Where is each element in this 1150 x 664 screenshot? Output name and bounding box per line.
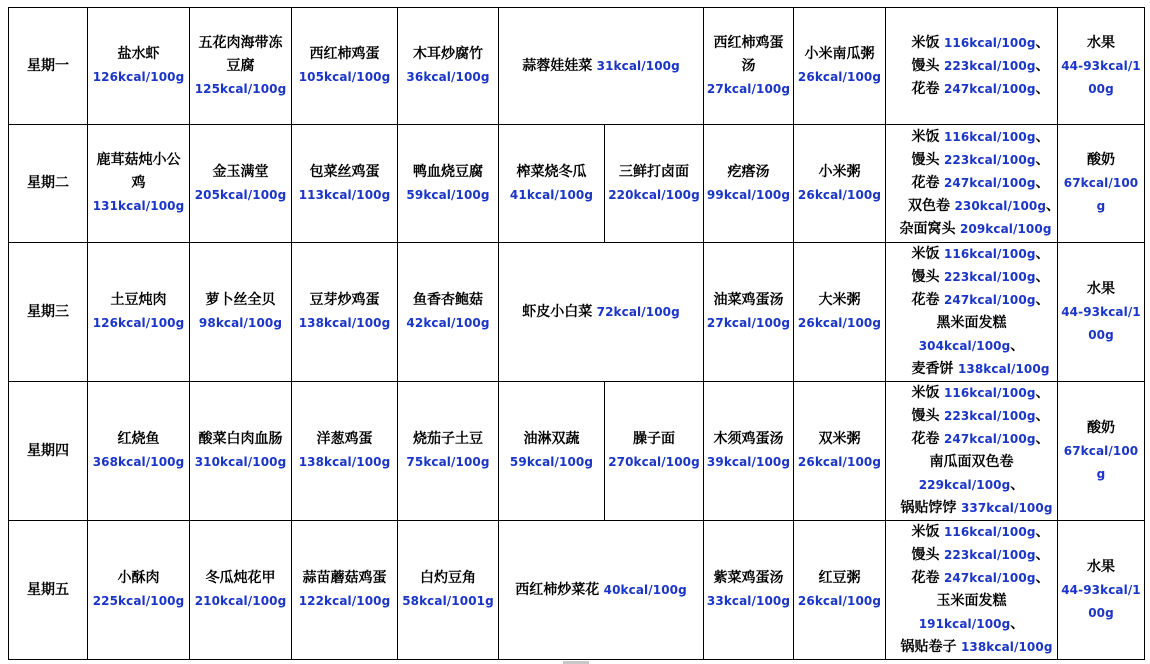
- extra-cell: [1058, 8, 1145, 125]
- dish-kcal: 125kcal/100g: [194, 81, 287, 96]
- staple-name: 花卷: [911, 175, 940, 191]
- dish-kcal: 33kcal/100g: [706, 594, 791, 608]
- extra-kcal: 44-93kcal/100g: [1061, 304, 1141, 342]
- dish-kcal: 99kcal/100g: [706, 187, 791, 202]
- staple-name: 馒头: [911, 269, 940, 285]
- dish-kcal: 270kcal/100g: [608, 455, 700, 469]
- dish-kcal: 368kcal/100g: [92, 455, 185, 469]
- dish-kcal: 98kcal/100g: [198, 316, 283, 330]
- staple-line: [904, 126, 1057, 149]
- dish-name: 蒜苗蘑菇鸡蛋: [302, 570, 387, 586]
- dish-kcal: 27kcal/100g: [706, 81, 791, 96]
- dish-name: 酸菜白肉血肠: [198, 431, 283, 447]
- dish-name: 木耳炒腐竹: [413, 46, 483, 62]
- staple-line: [904, 428, 1057, 451]
- dish-cell: [292, 521, 398, 660]
- staple-cell: [886, 243, 1058, 382]
- dish-cell: [88, 8, 190, 125]
- dish-cell-wide: [499, 521, 704, 660]
- staple-line: [904, 521, 1057, 544]
- dish-name: 冬瓜炖花甲: [205, 570, 276, 586]
- dish-name: 鸭血烧豆腐: [413, 163, 483, 180]
- menu-row-wednesday: [9, 243, 1145, 382]
- porridge-cell: [794, 521, 886, 660]
- staple-name: 花卷: [911, 570, 940, 586]
- staple-line: [904, 32, 1057, 55]
- dish-name: 油菜鸡蛋汤: [713, 292, 784, 308]
- staple-name: 米饭: [911, 246, 940, 262]
- dish-cell: [190, 125, 292, 243]
- dish-kcal: 138kcal/100g: [298, 455, 391, 469]
- staple-name: 锅贴卷子: [900, 639, 957, 655]
- dish-name: 西红柿鸡蛋: [309, 46, 380, 62]
- extra-cell: [1058, 125, 1145, 243]
- dish-name: 土豆炖肉: [110, 292, 167, 308]
- staple-name: 杂面窝头: [899, 221, 956, 237]
- separator: 、: [1035, 547, 1050, 563]
- dish-cell-wide: [499, 8, 704, 125]
- porridge-cell: [794, 243, 886, 382]
- weekly-menu-table: [8, 7, 1145, 660]
- staple-line: [886, 312, 1057, 335]
- menu-row-thursday: [9, 382, 1145, 521]
- dish-kcal: 205kcal/100g: [194, 187, 287, 202]
- staple-name: 馒头: [911, 57, 940, 74]
- dish-name: 双米粥: [818, 431, 861, 447]
- dish-name: 洋葱鸡蛋: [316, 431, 373, 447]
- staple-kcal: 223kcal/100g: [943, 548, 1036, 562]
- extra-kcal: 44-93kcal/100g: [1061, 582, 1141, 620]
- soup-cell: [704, 382, 794, 521]
- separator: 、: [1035, 570, 1050, 586]
- separator: 、: [1035, 34, 1050, 51]
- dish-cell: [398, 8, 499, 125]
- staple-line: [904, 266, 1057, 289]
- dish-kcal: 113kcal/100g: [298, 187, 391, 202]
- staple-line: [904, 55, 1057, 78]
- dish-kcal: 31kcal/100g: [596, 58, 680, 73]
- dish-cell: [499, 125, 605, 243]
- soup-cell: [704, 8, 794, 125]
- dish-name: 白灼豆角: [420, 570, 476, 586]
- separator: 、: [1010, 338, 1025, 354]
- dish-kcal: 126kcal/100g: [92, 316, 185, 330]
- soup-cell: [704, 125, 794, 243]
- separator: 、: [1035, 246, 1050, 262]
- separator: 、: [1035, 431, 1050, 447]
- dish-cell: [292, 8, 398, 125]
- dish-name: 盐水虾: [117, 46, 160, 62]
- staple-name: 馒头: [911, 408, 940, 424]
- dish-kcal: 41kcal/100g: [509, 187, 594, 202]
- staple-kcal: 247kcal/100g: [943, 571, 1036, 585]
- porridge-cell: [794, 382, 886, 521]
- extra-kcal: 44-93kcal/100g: [1061, 58, 1141, 96]
- extra-name: 水果: [1087, 558, 1115, 575]
- dish-kcal: 220kcal/100g: [608, 187, 700, 202]
- staple-kcal: 223kcal/100g: [943, 409, 1036, 423]
- staple-line: [886, 590, 1057, 613]
- dish-name: 虾皮小白菜: [522, 303, 593, 320]
- dish-kcal: 59kcal/100g: [509, 455, 594, 469]
- dish-name: 木须鸡蛋汤: [713, 431, 784, 447]
- separator: 、: [1035, 175, 1050, 191]
- dish-kcal: 310kcal/100g: [194, 455, 287, 469]
- staple-kcal: 209kcal/100g: [959, 222, 1052, 236]
- staple-kcal: 116kcal/100g: [943, 130, 1036, 144]
- dish-cell: [398, 243, 499, 382]
- dish-name: 金玉满堂: [212, 163, 269, 180]
- staple-kcal: 247kcal/100g: [943, 432, 1036, 446]
- day-label: 星期二: [9, 125, 88, 243]
- dish-name: 红烧鱼: [117, 431, 160, 447]
- dish-cell: [292, 125, 398, 243]
- staple-cell: [886, 521, 1058, 660]
- dish-name: 大米粥: [818, 292, 861, 308]
- staple-line: [904, 544, 1057, 567]
- staple-name: 南瓜面双色卷: [929, 454, 1014, 470]
- staple-name: 花卷: [911, 292, 940, 308]
- dish-kcal: 39kcal/100g: [706, 455, 791, 469]
- staple-line: [904, 172, 1057, 195]
- staple-kcal: 247kcal/100g: [943, 176, 1036, 190]
- staple-name: 米饭: [911, 129, 940, 145]
- dish-cell-wide: [499, 243, 704, 382]
- staple-line: [904, 382, 1057, 405]
- dish-name: 西红柿鸡蛋汤: [713, 34, 784, 74]
- staple-kcal: 229kcal/100g: [918, 478, 1011, 492]
- dish-kcal: 27kcal/100g: [706, 316, 791, 330]
- separator: 、: [1010, 616, 1025, 632]
- dish-kcal: 26kcal/100g: [797, 187, 882, 202]
- dish-cell: [190, 382, 292, 521]
- staple-name: 玉米面发糕: [936, 593, 1007, 609]
- staple-kcal: 304kcal/100g: [918, 339, 1011, 353]
- staple-cell: [886, 382, 1058, 521]
- separator: 、: [1035, 524, 1050, 540]
- staple-name: 米饭: [911, 34, 940, 51]
- staple-line: [886, 497, 1057, 520]
- day-label: 星期五: [9, 521, 88, 660]
- staple-kcal: 138kcal/100g: [960, 640, 1053, 654]
- staple-line: [904, 78, 1057, 101]
- dish-cell: [398, 521, 499, 660]
- staple-line: [886, 358, 1057, 381]
- staple-kcal: 230kcal/100g: [954, 199, 1047, 213]
- staple-kcal: 138kcal/100g: [957, 362, 1050, 376]
- dish-name: 小米南瓜粥: [804, 46, 875, 62]
- extra-cell: [1058, 521, 1145, 660]
- staple-name: 锅贴饽饽: [900, 500, 957, 516]
- staple-kcal: 116kcal/100g: [943, 386, 1036, 400]
- dish-kcal: 42kcal/100g: [406, 316, 490, 330]
- staple-kcal: 247kcal/100g: [943, 293, 1036, 307]
- separator: 、: [1035, 129, 1050, 145]
- dish-name: 小米粥: [818, 163, 861, 180]
- dish-kcal: 131kcal/100g: [92, 199, 185, 213]
- staple-name: 黑米面发糕: [936, 315, 1007, 331]
- separator: 、: [1035, 408, 1050, 424]
- dish-kcal: 59kcal/100g: [406, 187, 490, 202]
- dish-name: 包菜丝鸡蛋: [309, 163, 380, 180]
- dish-kcal: 210kcal/100g: [194, 594, 287, 608]
- staple-cell: [886, 8, 1058, 125]
- dish-name: 三鲜打卤面: [619, 163, 689, 180]
- staple-name: 麦香饼: [911, 361, 954, 377]
- extra-kcal: 67kcal/100g: [1063, 176, 1139, 213]
- dish-cell: [88, 125, 190, 243]
- porridge-cell: [794, 125, 886, 243]
- menu-row-tuesday: [9, 125, 1145, 243]
- day-label: 星期四: [9, 382, 88, 521]
- staple-name: 馒头: [911, 547, 940, 563]
- dish-name: 鱼香杏鲍菇: [413, 292, 483, 308]
- menu-row-friday: [9, 521, 1145, 660]
- staple-name: 花卷: [911, 431, 940, 447]
- staple-kcal: 337kcal/100g: [960, 501, 1053, 515]
- staple-line: [904, 405, 1057, 428]
- staple-line: [886, 474, 1057, 497]
- dish-cell: [398, 125, 499, 243]
- staple-line: [904, 289, 1057, 312]
- extra-cell: [1058, 243, 1145, 382]
- staple-line: [886, 636, 1057, 659]
- staple-kcal: 191kcal/100g: [918, 617, 1011, 631]
- dish-kcal: 225kcal/100g: [92, 594, 185, 608]
- staple-line: [886, 451, 1057, 474]
- dish-name: 五花肉海带冻豆腐: [198, 34, 283, 74]
- dish-kcal: 122kcal/100g: [298, 594, 391, 608]
- dish-name: 油淋双蔬: [523, 431, 580, 447]
- extra-name: 酸奶: [1087, 419, 1115, 436]
- dish-kcal: 26kcal/100g: [797, 455, 882, 469]
- staple-line: [886, 218, 1057, 241]
- extra-kcal: 67kcal/100g: [1063, 443, 1139, 481]
- staple-kcal: 223kcal/100g: [943, 58, 1036, 73]
- staple-line: [886, 613, 1057, 636]
- staple-cell: [886, 125, 1061, 243]
- dish-kcal: 26kcal/100g: [797, 316, 882, 330]
- soup-cell: [704, 243, 794, 382]
- dish-cell: [88, 243, 190, 382]
- dish-cell: [292, 243, 398, 382]
- dish-name: 西红柿炒菜花: [515, 581, 600, 598]
- dish-name: 蒜蓉娃娃菜: [522, 57, 593, 74]
- dish-kcal: 105kcal/100g: [298, 70, 391, 84]
- dish-name: 小酥肉: [117, 570, 160, 586]
- separator: 、: [1035, 292, 1050, 308]
- day-label: 星期三: [9, 243, 88, 382]
- dish-cell: [292, 382, 398, 521]
- staple-name: 馒头: [911, 152, 940, 168]
- extra-name: 水果: [1087, 280, 1115, 297]
- day-label: 星期一: [9, 8, 88, 125]
- dish-kcal: 40kcal/100g: [603, 582, 687, 597]
- dish-name: 豆芽炒鸡蛋: [309, 292, 380, 308]
- dish-kcal: 72kcal/100g: [596, 304, 680, 319]
- staple-kcal: 116kcal/100g: [943, 525, 1036, 539]
- staple-kcal: 116kcal/100g: [943, 247, 1036, 261]
- dish-cell: [88, 382, 190, 521]
- dish-name: 烧茄子土豆: [413, 431, 483, 447]
- dish-kcal: 58kcal/1001g: [402, 594, 494, 608]
- soup-cell: [704, 521, 794, 660]
- staple-kcal: 247kcal/100g: [943, 81, 1036, 96]
- dish-name: 鹿茸菇炖小公鸡: [96, 152, 181, 191]
- porridge-cell: [794, 8, 886, 125]
- dish-cell: [398, 382, 499, 521]
- dish-kcal: 36kcal/100g: [406, 70, 490, 84]
- staple-line: [904, 243, 1057, 266]
- separator: 、: [1035, 80, 1050, 97]
- staple-name: 双色卷: [908, 198, 950, 214]
- separator: 、: [1035, 269, 1050, 285]
- separator: 、: [1010, 477, 1025, 493]
- dish-kcal: 75kcal/100g: [406, 455, 490, 469]
- separator: 、: [1035, 385, 1050, 401]
- dish-name: 疙瘩汤: [727, 163, 770, 180]
- extra-name: 水果: [1087, 34, 1115, 51]
- dish-name: 红豆粥: [818, 570, 861, 586]
- dish-name: 萝卜丝全贝: [205, 292, 276, 308]
- staple-name: 米饭: [911, 524, 940, 540]
- staple-line: [886, 335, 1057, 358]
- separator: 、: [1035, 152, 1050, 168]
- dish-kcal: 26kcal/100g: [797, 594, 882, 608]
- separator: 、: [1046, 198, 1061, 214]
- staple-name: 花卷: [911, 80, 940, 97]
- extra-cell: [1058, 382, 1145, 521]
- dish-name: 榨菜烧冬瓜: [516, 163, 587, 180]
- dish-cell: [190, 243, 292, 382]
- dish-cell: [190, 8, 292, 125]
- staple-name: 米饭: [911, 385, 940, 401]
- dish-cell: [190, 521, 292, 660]
- separator: 、: [1035, 57, 1050, 74]
- dish-kcal: 26kcal/100g: [797, 70, 882, 84]
- dish-name: 臊子面: [633, 431, 675, 447]
- noodle-cell: [605, 125, 704, 243]
- extra-name: 酸奶: [1087, 152, 1115, 168]
- staple-kcal: 223kcal/100g: [943, 270, 1036, 284]
- dish-cell: [88, 521, 190, 660]
- staple-line: [904, 567, 1057, 590]
- dish-name: 紫菜鸡蛋汤: [713, 570, 784, 586]
- staple-line: [904, 149, 1057, 172]
- noodle-cell: [605, 382, 704, 521]
- staple-kcal: 223kcal/100g: [943, 153, 1036, 167]
- dish-kcal: 126kcal/100g: [92, 70, 185, 84]
- dish-cell: [499, 382, 605, 521]
- dish-kcal: 138kcal/100g: [298, 316, 391, 330]
- menu-row-monday: [9, 8, 1145, 125]
- staple-line: [886, 195, 1061, 218]
- staple-kcal: 116kcal/100g: [943, 35, 1036, 50]
